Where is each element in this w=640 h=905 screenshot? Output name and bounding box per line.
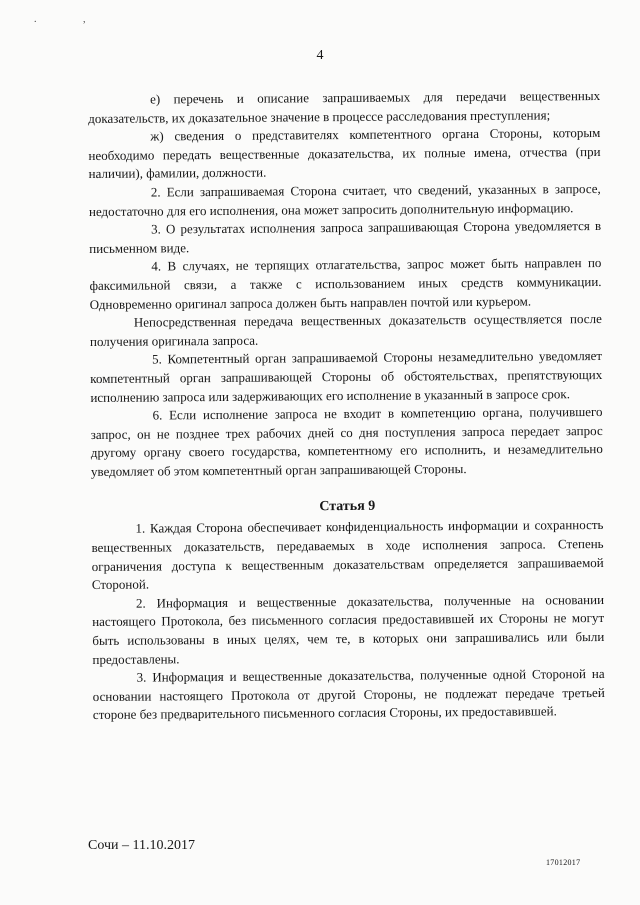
- article-paragraph-2: 2. Информация и вещественные доказательства, полученные на основании настоящего Протокола, без письменного согласия предоставившей их Стороны не могут быть использованы в иных целях, чем те, в которых они запрашивались или были предоставлены.: [92, 591, 605, 667]
- article-paragraph-3: 3. Информация и вещественные доказательства, полученные одной Стороной на основании настоящего Протокола от другой Стороны, не подлежат передаче третьей стороне без предварительного письменного согласия Стороны, их предоставившей.: [92, 666, 605, 723]
- paragraph-2: 2. Если запрашиваемая Сторона считает, что сведений, указанных в запросе, недостаточно для его исполнения, она может запросить дополнительную информацию.: [88, 180, 601, 219]
- paragraph-6: 6. Если исполнение запроса не входит в компетенцию органа, получившего запрос, он не позднее трех рабочих дней со дня поступления запроса передает запрос другому органу своего государства, компетентному его исполнить, и незамедлительно уведомляет об этом компетентный орган запрашивающей Стороны.: [90, 404, 603, 479]
- paragraph-4: 4. В случаях, не терпящих отлагательства, запрос может быть направлен по факсимильной связи, а также с использованием иных средств коммуникации. Одновременно оригинал запроса должен быть направлен почтой или курьером.: [89, 255, 602, 312]
- paragraph-4-continuation: Непосредственная передача вещественных доказательств осуществляется после получения оригинала запроса.: [89, 311, 602, 349]
- body-text: [88, 87, 605, 725]
- article-heading: Статья 9: [319, 499, 376, 515]
- paragraph-3: 3. О результатах исполнения запроса запрашивающая Сторона уведомляется в письменном виде.: [89, 218, 602, 256]
- article-paragraph-1: 1. Каждая Сторона обеспечивает конфиденциальность информации и сохранность вещественных доказательств, передаваемых в ходе исполнения запроса. Степень ограничения доступа к вещественным доказательствам определяется запрашиваемой Стороной.: [91, 517, 604, 593]
- paragraph-item-zh: ж) сведения о представителях компетентного органа Стороны, которым необходимо передать вещественные доказательства, их полные имена, отчества (при наличии), фамилии, должности.: [88, 125, 601, 182]
- scan-specks: . ,: [34, 14, 108, 25]
- page-number: 4: [316, 48, 324, 63]
- footer-place-date: Сочи – 11.10.2017: [88, 838, 195, 853]
- footer-document-code: 17012017: [546, 858, 581, 867]
- paragraph-5: 5. Компетентный орган запрашиваемой Стороны незамедлительно уведомляет компетентный орган запрашивающей Стороны об обстоятельствах, препятствующих исполнению запроса или задерживающих его исполнение в указанный в запросе срок.: [90, 348, 603, 405]
- paragraph-item-e: е) перечень и описание запрашиваемых для передачи вещественных доказательств, их доказательное значение в процессе расследования преступления;: [88, 87, 601, 126]
